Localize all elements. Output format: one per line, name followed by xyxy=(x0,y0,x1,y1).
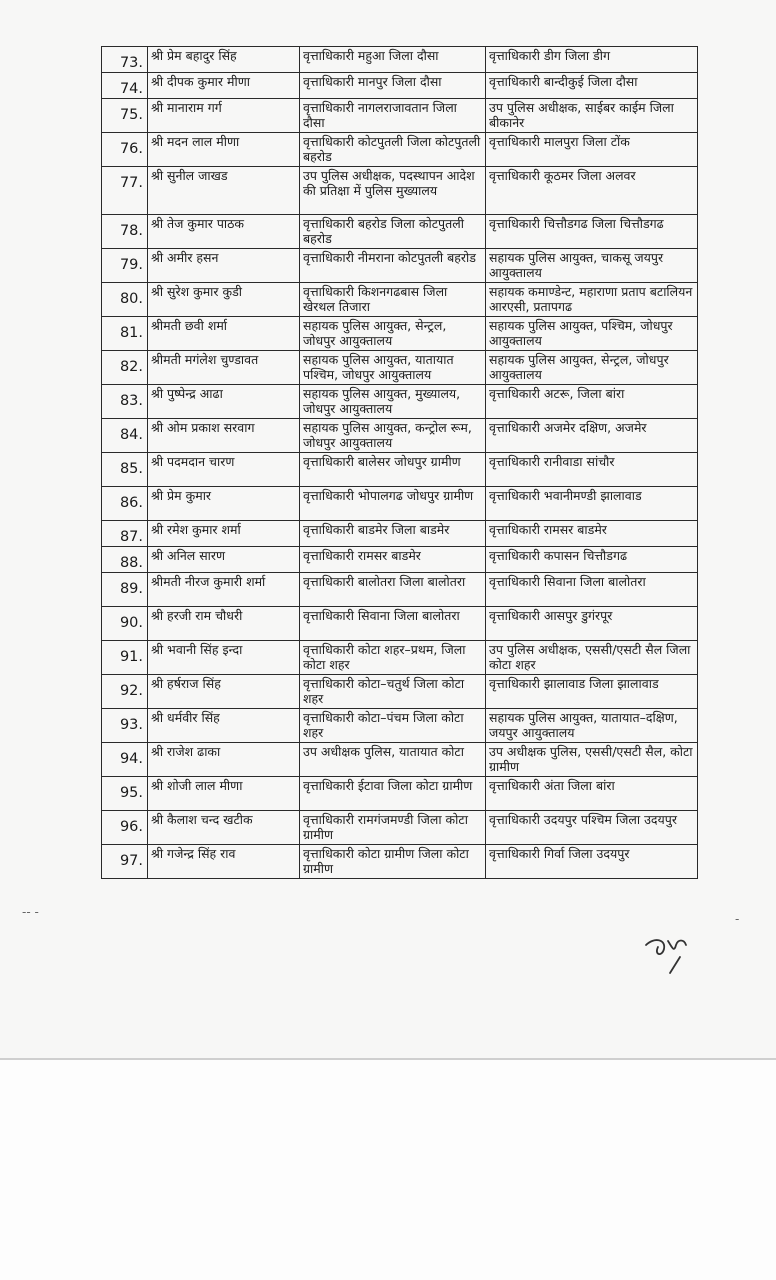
serial-number-cell: 92. xyxy=(102,675,148,709)
new-posting-cell: सहायक पुलिस आयुक्त, सेन्ट्रल, जोधपुर आयुक्तालय xyxy=(486,351,698,385)
table-row xyxy=(102,47,698,73)
table-row xyxy=(102,167,698,215)
new-posting-cell: वृत्ताधिकारी चित्तौडगढ जिला चित्तौडगढ xyxy=(486,215,698,249)
signature-mark xyxy=(640,933,696,975)
new-posting-cell: सहायक पुलिस आयुक्त, पश्चिम, जोधपुर आयुक्तालय xyxy=(486,317,698,351)
officer-name-cell: श्री मदन लाल मीणा xyxy=(148,133,300,167)
officer-name-cell: श्रीमती छवी शर्मा xyxy=(148,317,300,351)
serial-number-cell: 91. xyxy=(102,641,148,675)
serial-number-cell: 86. xyxy=(102,487,148,521)
new-posting-cell: वृत्ताधिकारी रानीवाडा सांचौर xyxy=(486,453,698,487)
officer-name-cell: श्री राजेश ढाका xyxy=(148,743,300,777)
table-row xyxy=(102,743,698,777)
current-posting-cell: सहायक पुलिस आयुक्त, कन्ट्रोल रूम, जोधपुर आयुक्तालय xyxy=(300,419,486,453)
new-posting-cell: सहायक पुलिस आयुक्त, यातायात–दक्षिण, जयपुर आयुक्तालय xyxy=(486,709,698,743)
officer-name-cell: श्री ओम प्रकाश सरवाग xyxy=(148,419,300,453)
officer-name-cell: श्री पदमदान चारण xyxy=(148,453,300,487)
transfer-table-body xyxy=(102,47,698,879)
new-posting-cell: वृत्ताधिकारी मालपुरा जिला टोंक xyxy=(486,133,698,167)
table-row xyxy=(102,419,698,453)
current-posting-cell: वृत्ताधिकारी रामसर बाडमेर xyxy=(300,547,486,573)
current-posting-cell: वृत्ताधिकारी बालेसर जोधपुर ग्रामीण xyxy=(300,453,486,487)
new-posting-cell: वृत्ताधिकारी अंता जिला बांरा xyxy=(486,777,698,811)
officer-name-cell: श्री कैलाश चन्द खटीक xyxy=(148,811,300,845)
current-posting-cell: वृत्ताधिकारी सिवाना जिला बालोतरा xyxy=(300,607,486,641)
serial-number-cell: 82. xyxy=(102,351,148,385)
officer-name-cell: श्री गजेन्द्र सिंह राव xyxy=(148,845,300,879)
serial-number-cell: 88. xyxy=(102,547,148,573)
table-row xyxy=(102,351,698,385)
new-posting-cell: वृत्ताधिकारी कूठमर जिला अलवर xyxy=(486,167,698,215)
officer-name-cell: श्री दीपक कुमार मीणा xyxy=(148,73,300,99)
table-row xyxy=(102,487,698,521)
margin-mark-right: - xyxy=(735,912,740,926)
serial-number-cell: 84. xyxy=(102,419,148,453)
officer-name-cell: श्री प्रेम बहादुर सिंह xyxy=(148,47,300,73)
table-row xyxy=(102,573,698,607)
serial-number-cell: 96. xyxy=(102,811,148,845)
table-row xyxy=(102,385,698,419)
serial-number-cell: 93. xyxy=(102,709,148,743)
table-row xyxy=(102,675,698,709)
table-row xyxy=(102,607,698,641)
new-posting-cell: वृत्ताधिकारी आसपुर डुगंरपूर xyxy=(486,607,698,641)
new-posting-cell: उप पुलिस अधीक्षक, साईबर काईम जिला बीकानेर xyxy=(486,99,698,133)
officer-name-cell: श्री प्रेम कुमार xyxy=(148,487,300,521)
current-posting-cell: उप अधीक्षक पुलिस, यातायात कोटा xyxy=(300,743,486,777)
transfer-table xyxy=(101,46,698,879)
table-row xyxy=(102,215,698,249)
new-posting-cell: वृत्ताधिकारी गिर्वा जिला उदयपुर xyxy=(486,845,698,879)
officer-name-cell: श्रीमती नीरज कुमारी शर्मा xyxy=(148,573,300,607)
new-posting-cell: उप अधीक्षक पुलिस, एससी/एसटी सैल, कोटा ग्रामीण xyxy=(486,743,698,777)
new-posting-cell: वृत्ताधिकारी भवानीमण्डी झालावाड xyxy=(486,487,698,521)
table-row xyxy=(102,133,698,167)
serial-number-cell: 76. xyxy=(102,133,148,167)
current-posting-cell: वृत्ताधिकारी किशनगढबास जिला खेरथल तिजारा xyxy=(300,283,486,317)
table-row xyxy=(102,641,698,675)
table-row xyxy=(102,283,698,317)
new-posting-cell: सहायक पुलिस आयुक्त, चाकसू जयपुर आयुक्तालय xyxy=(486,249,698,283)
officer-name-cell: श्री अमीर हसन xyxy=(148,249,300,283)
officer-name-cell: श्री सुनील जाखड xyxy=(148,167,300,215)
officer-name-cell: श्री पुष्पेन्द्र आढा xyxy=(148,385,300,419)
table-row xyxy=(102,249,698,283)
officer-name-cell: श्री मानाराम गर्ग xyxy=(148,99,300,133)
officer-name-cell: श्री सुरेश कुमार कुडी xyxy=(148,283,300,317)
serial-number-cell: 90. xyxy=(102,607,148,641)
table-row xyxy=(102,811,698,845)
current-posting-cell: सहायक पुलिस आयुक्त, मुख्यालय, जोधपुर आयुक्तालय xyxy=(300,385,486,419)
current-posting-cell: सहायक पुलिस आयुक्त, यातायात पश्चिम, जोधपुर आयुक्तालय xyxy=(300,351,486,385)
officer-name-cell: श्री रमेश कुमार शर्मा xyxy=(148,521,300,547)
new-posting-cell: वृत्ताधिकारी अटरू, जिला बांरा xyxy=(486,385,698,419)
new-posting-cell: वृत्ताधिकारी बान्दीकुई जिला दौसा xyxy=(486,73,698,99)
current-posting-cell: वृत्ताधिकारी मानपुर जिला दौसा xyxy=(300,73,486,99)
serial-number-cell: 87. xyxy=(102,521,148,547)
new-posting-cell: वृत्ताधिकारी उदयपुर पश्चिम जिला उदयपुर xyxy=(486,811,698,845)
blank-background xyxy=(0,1060,776,1280)
officer-name-cell: श्री अनिल सारण xyxy=(148,547,300,573)
officer-name-cell: श्री भवानी सिंह इन्दा xyxy=(148,641,300,675)
current-posting-cell: सहायक पुलिस आयुक्त, सेन्ट्रल, जोधपुर आयुक्तालय xyxy=(300,317,486,351)
current-posting-cell: वृत्ताधिकारी कोटपुतली जिला कोटपुतली बहरोड xyxy=(300,133,486,167)
new-posting-cell: वृत्ताधिकारी कपासन चित्तौडगढ xyxy=(486,547,698,573)
serial-number-cell: 81. xyxy=(102,317,148,351)
serial-number-cell: 74. xyxy=(102,73,148,99)
serial-number-cell: 80. xyxy=(102,283,148,317)
table-row xyxy=(102,317,698,351)
new-posting-cell: वृत्ताधिकारी सिवाना जिला बालोतरा xyxy=(486,573,698,607)
margin-mark-left: -- - xyxy=(22,905,39,919)
new-posting-cell: वृत्ताधिकारी रामसर बाडमेर xyxy=(486,521,698,547)
table-row xyxy=(102,547,698,573)
new-posting-cell: सहायक कमाण्डेन्ट, महाराणा प्रताप बटालियन आरएसी, प्रतापगढ xyxy=(486,283,698,317)
table-row xyxy=(102,453,698,487)
officer-name-cell: श्री धर्मवीर सिंह xyxy=(148,709,300,743)
serial-number-cell: 85. xyxy=(102,453,148,487)
serial-number-cell: 95. xyxy=(102,777,148,811)
table-row xyxy=(102,521,698,547)
officer-name-cell: श्री हर्षराज सिंह xyxy=(148,675,300,709)
serial-number-cell: 97. xyxy=(102,845,148,879)
current-posting-cell: वृत्ताधिकारी कोटा–चतुर्थ जिला कोटा शहर xyxy=(300,675,486,709)
serial-number-cell: 89. xyxy=(102,573,148,607)
officer-name-cell: श्री हरजी राम चौधरी xyxy=(148,607,300,641)
current-posting-cell: वृत्ताधिकारी रामगंजमण्डी जिला कोटा ग्रामीण xyxy=(300,811,486,845)
serial-number-cell: 75. xyxy=(102,99,148,133)
current-posting-cell: वृत्ताधिकारी बहरोड जिला कोटपुतली बहरोड xyxy=(300,215,486,249)
current-posting-cell: उप पुलिस अधीक्षक, पदस्थापन आदेश की प्रतिक्षा में पुलिस मुख्यालय xyxy=(300,167,486,215)
new-posting-cell: वृत्ताधिकारी डीग जिला डीग xyxy=(486,47,698,73)
table-row xyxy=(102,73,698,99)
current-posting-cell: वृत्ताधिकारी कोटा ग्रामीण जिला कोटा ग्रामीण xyxy=(300,845,486,879)
current-posting-cell: वृत्ताधिकारी महुआ जिला दौसा xyxy=(300,47,486,73)
serial-number-cell: 77. xyxy=(102,167,148,215)
current-posting-cell: वृत्ताधिकारी बालोतरा जिला बालोतरा xyxy=(300,573,486,607)
new-posting-cell: वृत्ताधिकारी अजमेर दक्षिण, अजमेर xyxy=(486,419,698,453)
new-posting-cell: उप पुलिस अधीक्षक, एससी/एसटी सैल जिला कोटा शहर xyxy=(486,641,698,675)
current-posting-cell: वृत्ताधिकारी कोटा–पंचम जिला कोटा शहर xyxy=(300,709,486,743)
table-row xyxy=(102,777,698,811)
serial-number-cell: 79. xyxy=(102,249,148,283)
current-posting-cell: वृत्ताधिकारी कोटा शहर–प्रथम, जिला कोटा शहर xyxy=(300,641,486,675)
current-posting-cell: वृत्ताधिकारी ईटावा जिला कोटा ग्रामीण xyxy=(300,777,486,811)
serial-number-cell: 73. xyxy=(102,47,148,73)
table-row xyxy=(102,99,698,133)
serial-number-cell: 94. xyxy=(102,743,148,777)
officer-name-cell: श्री शोजी लाल मीणा xyxy=(148,777,300,811)
current-posting-cell: वृत्ताधिकारी नागलराजावतान जिला दौसा xyxy=(300,99,486,133)
new-posting-cell: वृत्ताधिकारी झालावाड जिला झालावाड xyxy=(486,675,698,709)
serial-number-cell: 83. xyxy=(102,385,148,419)
current-posting-cell: वृत्ताधिकारी नीमराना कोटपुतली बहरोड xyxy=(300,249,486,283)
officer-name-cell: श्रीमती मगंलेश चुण्डावत xyxy=(148,351,300,385)
officer-name-cell: श्री तेज कुमार पाठक xyxy=(148,215,300,249)
table-row xyxy=(102,845,698,879)
current-posting-cell: वृत्ताधिकारी बाडमेर जिला बाडमेर xyxy=(300,521,486,547)
table-row xyxy=(102,709,698,743)
current-posting-cell: वृत्ताधिकारी भोपालगढ जोधपुर ग्रामीण xyxy=(300,487,486,521)
serial-number-cell: 78. xyxy=(102,215,148,249)
